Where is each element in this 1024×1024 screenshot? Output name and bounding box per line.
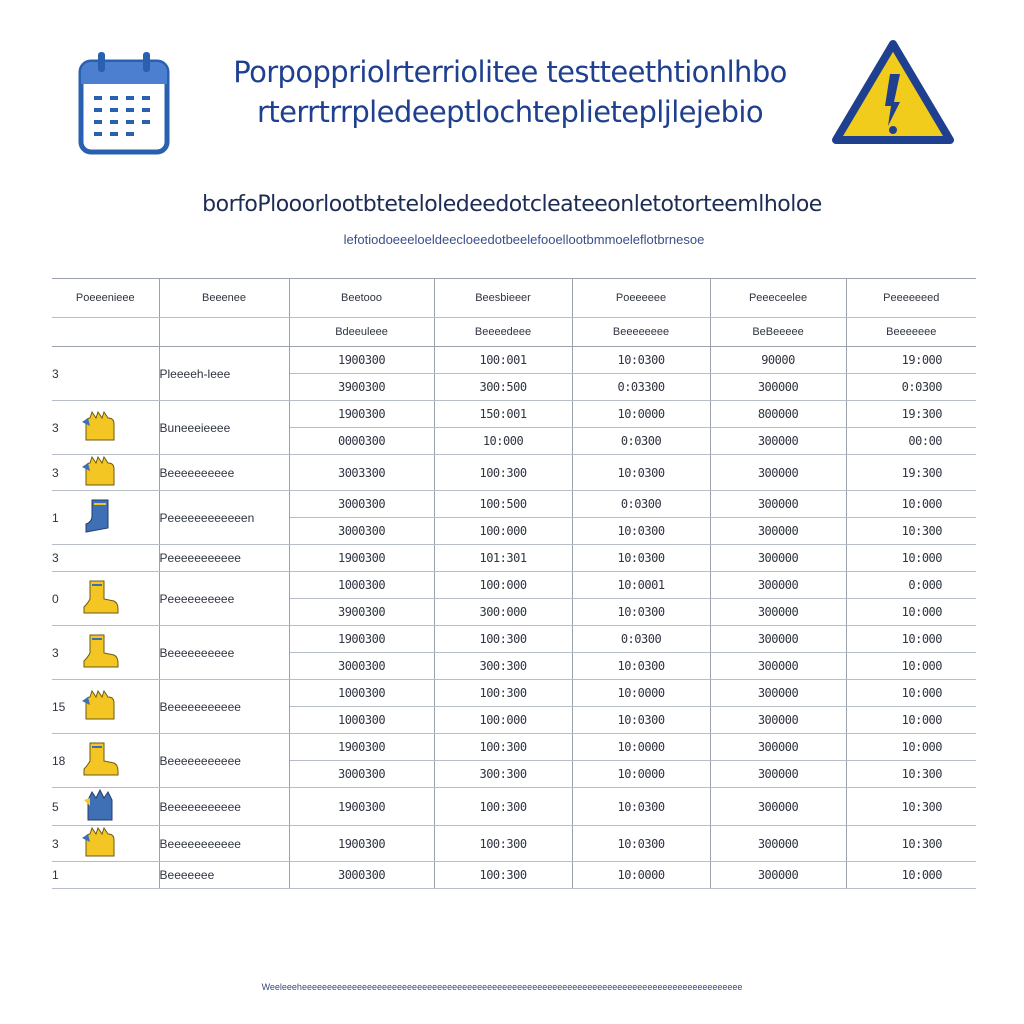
row-index: 18: [52, 734, 80, 788]
value-cell: 300000: [710, 428, 846, 455]
value-cell: 300000: [710, 374, 846, 401]
header: [0, 0, 1024, 170]
unit-label: Beeeeeee: [846, 318, 976, 347]
footer-note: Weeleeeheeeeeeeeeeeeeeeeeeeeeeeeeeeeeeeeeeeeeeeeeeeeeeeeeeeeeeeeeeeeeeeeeeeeeeeeeeeeeeeeeeeeeeee: [261, 982, 743, 992]
value-cell: 0000300: [289, 428, 434, 455]
value-cell: 1900300: [289, 545, 434, 572]
value-cell: 101:301: [434, 545, 572, 572]
item-name: Beeeeeeeeeee: [159, 734, 289, 788]
unit-label: Bdeeuleee: [289, 318, 434, 347]
blue-glove-icon: [80, 788, 159, 826]
value-cell: 1900300: [289, 347, 434, 374]
value-cell: 3003300: [289, 455, 434, 491]
column-header: Peeeeeeed: [846, 279, 976, 318]
calendar-icon: [78, 50, 170, 156]
value-cell: 3000300: [289, 491, 434, 518]
value-cell: 300000: [710, 599, 846, 626]
value-cell: 100:300: [434, 862, 572, 889]
value-cell: 10:0300: [572, 788, 710, 826]
value-cell: 00:00: [846, 428, 976, 455]
value-cell: 300000: [710, 455, 846, 491]
row-index: 3: [52, 545, 80, 572]
value-cell: 10:0300: [572, 599, 710, 626]
row-index: 5: [52, 788, 80, 826]
row-index: 3: [52, 401, 80, 455]
value-cell: 1900300: [289, 788, 434, 826]
value-cell: 10:300: [846, 518, 976, 545]
value-cell: 10:000: [846, 626, 976, 653]
value-cell: 0:000: [846, 572, 976, 599]
yellow-boot-icon: [80, 626, 159, 680]
table-row: [52, 347, 976, 374]
table-row: [52, 401, 976, 428]
page-title: [190, 52, 830, 132]
value-cell: 300000: [710, 707, 846, 734]
value-cell: 300000: [710, 826, 846, 862]
value-cell: 800000: [710, 401, 846, 428]
value-cell: 10:300: [846, 826, 976, 862]
column-header: Beesbieeer: [434, 279, 572, 318]
value-cell: 300000: [710, 545, 846, 572]
column-header: Beeenee: [159, 279, 289, 318]
row-index: 3: [52, 347, 80, 401]
item-name: Beeeeeeeeeee: [159, 680, 289, 734]
row-index: 3: [52, 626, 80, 680]
value-cell: 10:0000: [572, 401, 710, 428]
table-row: [52, 572, 976, 599]
row-index: 1: [52, 491, 80, 545]
value-cell: 10:0300: [572, 545, 710, 572]
value-cell: 150:001: [434, 401, 572, 428]
value-cell: 10:000: [846, 862, 976, 889]
value-cell: 3000300: [289, 518, 434, 545]
value-cell: 1900300: [289, 734, 434, 761]
value-cell: 10:0300: [572, 707, 710, 734]
item-name: Peeeeeeeeeee: [159, 545, 289, 572]
value-cell: 100:001: [434, 347, 572, 374]
value-cell: 90000: [710, 347, 846, 374]
value-cell: 1000300: [289, 707, 434, 734]
yellow-glove-icon: [80, 826, 159, 862]
yellow-glove-icon: [80, 455, 159, 491]
value-cell: 0:03300: [572, 374, 710, 401]
table-units-row: [52, 318, 976, 347]
value-cell: 10:000: [846, 599, 976, 626]
value-cell: 100:300: [434, 826, 572, 862]
value-cell: 10:000: [846, 545, 976, 572]
value-cell: 300000: [710, 572, 846, 599]
value-cell: 3900300: [289, 599, 434, 626]
value-cell: 19:000: [846, 347, 976, 374]
unit-label: Beeeeeeee: [572, 318, 710, 347]
value-cell: 10:0300: [572, 347, 710, 374]
warning-triangle-icon: [830, 38, 956, 146]
value-cell: 0:0300: [846, 374, 976, 401]
value-cell: 0:0300: [572, 491, 710, 518]
column-header: Beetooo: [289, 279, 434, 318]
value-cell: 10:0000: [572, 862, 710, 889]
yellow-boot-icon: [80, 572, 159, 626]
value-cell: 10:0000: [572, 680, 710, 707]
table-row: [52, 788, 976, 826]
value-cell: 3900300: [289, 374, 434, 401]
value-cell: 100:500: [434, 491, 572, 518]
yellow-glove-icon: [80, 401, 159, 455]
table-header-row: [52, 279, 976, 318]
value-cell: 1900300: [289, 401, 434, 428]
value-cell: 1900300: [289, 826, 434, 862]
row-index: 3: [52, 455, 80, 491]
column-header: Poeeenieee: [52, 279, 159, 318]
value-cell: 19:300: [846, 401, 976, 428]
table-row: [52, 862, 976, 889]
value-cell: 10:0000: [572, 734, 710, 761]
unit-label: Beeeedeee: [434, 318, 572, 347]
value-cell: 300000: [710, 653, 846, 680]
title-line-1: Porpoppriolrterriolitee testteethtionlhbo: [233, 55, 787, 89]
value-cell: 10:000: [434, 428, 572, 455]
value-cell: 1900300: [289, 626, 434, 653]
item-name: Beeeeeeeeeee: [159, 788, 289, 826]
item-name: Peeeeeeeeeeeen: [159, 491, 289, 545]
value-cell: 19:300: [846, 455, 976, 491]
empty-cell: [80, 347, 159, 401]
item-name: Pleeeeh-leee: [159, 347, 289, 401]
blue-boot-icon: [80, 491, 159, 545]
value-cell: 300000: [710, 491, 846, 518]
value-cell: 100:300: [434, 680, 572, 707]
value-cell: 300000: [710, 862, 846, 889]
table-row: [52, 491, 976, 518]
unit-label: [159, 318, 289, 347]
column-header: Peeeceelee: [710, 279, 846, 318]
value-cell: 10:0300: [572, 826, 710, 862]
title-line-2: rterrtrrpledeeptlochteplietepljlejebio: [257, 95, 763, 129]
table-row: [52, 734, 976, 761]
yellow-glove-icon: [80, 680, 159, 734]
table-body: [52, 347, 976, 889]
value-cell: 10:0300: [572, 653, 710, 680]
value-cell: 10:0001: [572, 572, 710, 599]
unit-label: [52, 318, 159, 347]
item-name: Beeeeeeeeeee: [159, 826, 289, 862]
table-row: [52, 545, 976, 572]
empty-cell: [80, 545, 159, 572]
value-cell: 3000300: [289, 862, 434, 889]
row-index: 1: [52, 862, 80, 889]
value-cell: 10:0300: [572, 455, 710, 491]
value-cell: 10:300: [846, 761, 976, 788]
value-cell: 300000: [710, 788, 846, 826]
value-cell: 3000300: [289, 761, 434, 788]
value-cell: 10:000: [846, 491, 976, 518]
data-table: [52, 278, 976, 889]
value-cell: 300000: [710, 734, 846, 761]
row-index: 3: [52, 826, 80, 862]
item-name: Beeeeeeeeee: [159, 626, 289, 680]
item-name: Peeeeeeeeee: [159, 572, 289, 626]
empty-cell: [80, 862, 159, 889]
item-name: Beeeeeee: [159, 862, 289, 889]
item-name: Buneeeieeee: [159, 401, 289, 455]
value-cell: 1000300: [289, 680, 434, 707]
value-cell: 100:300: [434, 455, 572, 491]
value-cell: 10:0300: [572, 518, 710, 545]
table-row: [52, 826, 976, 862]
value-cell: 10:300: [846, 788, 976, 826]
value-cell: 300000: [710, 626, 846, 653]
value-cell: 300:300: [434, 653, 572, 680]
value-cell: 10:000: [846, 734, 976, 761]
value-cell: 100:000: [434, 707, 572, 734]
row-index: 0: [52, 572, 80, 626]
value-cell: 1000300: [289, 572, 434, 599]
table-row: [52, 680, 976, 707]
row-index: 15: [52, 680, 80, 734]
value-cell: 300000: [710, 680, 846, 707]
subtitle: borfoPlooorlootbteteloledeedotcleateeonletotorteemlholoe: [202, 192, 822, 217]
item-name: Beeeeeeeeee: [159, 455, 289, 491]
unit-label: BeBeeeee: [710, 318, 846, 347]
value-cell: 0:0300: [572, 428, 710, 455]
table-row: [52, 626, 976, 653]
yellow-boot-icon: [80, 734, 159, 788]
value-cell: 100:300: [434, 788, 572, 826]
value-cell: 3000300: [289, 653, 434, 680]
value-cell: 300000: [710, 518, 846, 545]
value-cell: 100:300: [434, 734, 572, 761]
value-cell: 10:000: [846, 707, 976, 734]
column-header: Poeeeeee: [572, 279, 710, 318]
value-cell: 300:000: [434, 599, 572, 626]
caption: lefotiodoeeeloeldeecloeedotbeelefooellootbmmoeleflotbrnesoe: [343, 232, 705, 247]
value-cell: 300:300: [434, 761, 572, 788]
table-row: [52, 455, 976, 491]
value-cell: 0:0300: [572, 626, 710, 653]
value-cell: 10:0000: [572, 761, 710, 788]
value-cell: 10:000: [846, 680, 976, 707]
value-cell: 100:000: [434, 572, 572, 599]
value-cell: 10:000: [846, 653, 976, 680]
value-cell: 100:000: [434, 518, 572, 545]
value-cell: 300:500: [434, 374, 572, 401]
value-cell: 300000: [710, 761, 846, 788]
value-cell: 100:300: [434, 626, 572, 653]
